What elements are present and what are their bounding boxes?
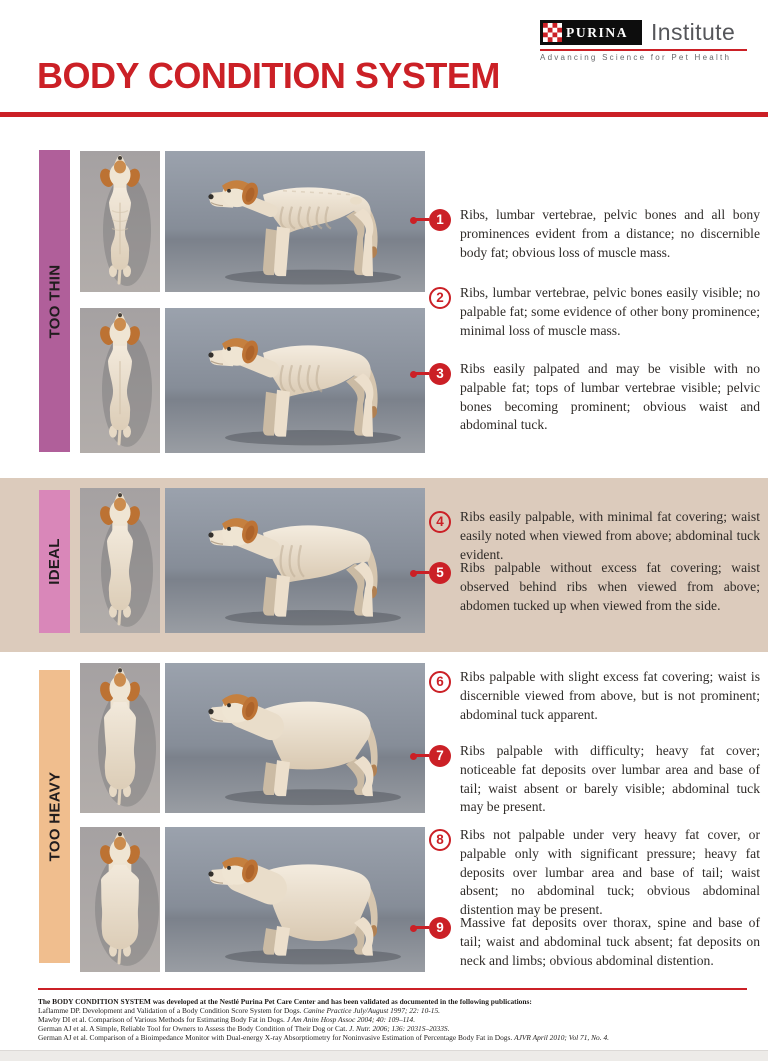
bcs-description-7: Ribs palpable with difficulty; heavy fat cover; noticeable fat deposits over lumbar area and base of tail; waist absent or barely visible; abdominal tuck may be present. bbox=[460, 743, 760, 815]
institute-wordmark: Institute bbox=[651, 19, 736, 45]
bcs-description-4: Ribs easily palpable, with minimal fat covering; waist easily noted when viewed from above; abdominal tuck evident. bbox=[460, 509, 760, 562]
bcs-score-badge-2: 2 bbox=[429, 287, 451, 309]
section-label-ideal bbox=[39, 490, 70, 633]
dog-photo-side-view-heavy bbox=[165, 663, 425, 813]
bcs-description-6: Ribs palpable with slight excess fat covering; waist is discernible viewed from above, but is not prominent; abdominal tuck apparent. bbox=[460, 669, 760, 722]
page-title: BODY CONDITION SYSTEM bbox=[37, 55, 500, 96]
logo-tagline: Advancing Science for Pet Health bbox=[540, 53, 732, 62]
dog-photo-top-view-ideal bbox=[80, 488, 160, 633]
citation-4-text: German AJ et al. Comparison of a Bioimpedance Monitor with Dual-energy X-ray Absorptiometry for Noninvasive Estimation of Percentage Body Fat in Dogs. bbox=[38, 1032, 513, 1042]
bcs-score-badge-4: 4 bbox=[429, 511, 451, 533]
bcs-score-badge-8: 8 bbox=[429, 829, 451, 851]
bcs-item-2 bbox=[429, 284, 760, 340]
bcs-description-9: Massive fat deposits over thorax, spine and base of tail; waist and abdominal tuck absent; fat deposits on neck and limbs; obvious abdominal distention. bbox=[460, 915, 760, 968]
title-rule bbox=[0, 112, 768, 117]
bcs-score-badge-5: 5 bbox=[429, 562, 451, 584]
bcs-score-badge-3: 3 bbox=[429, 363, 451, 385]
too-thin-label: TOO THIN bbox=[46, 264, 64, 338]
bcs-item-7 bbox=[429, 742, 760, 817]
citation-4-source: AJVR April 2010; Vol 71, No. 4. bbox=[514, 1032, 609, 1042]
ideal-label: IDEAL bbox=[46, 538, 63, 585]
bcs-description-5: Ribs palpable without excess fat covering; waist observed behind ribs when viewed from above; abdomen tucked up when viewed from the side. bbox=[460, 560, 760, 613]
purina-wordmark: PURINA bbox=[566, 24, 629, 40]
citation-2-text: Mawby DI et al. Comparison of Various Methods for Estimating Body Fat in Dogs. bbox=[38, 1014, 285, 1024]
too-heavy-label: TOO HEAVY bbox=[46, 771, 64, 862]
dog-photo-top-view-heavy bbox=[80, 663, 160, 813]
citation-3-text: German AJ et al. A Simple, Reliable Tool for Owners to Assess the Body Condition of Their Dog or Cat. bbox=[38, 1023, 348, 1033]
bcs-item-5 bbox=[429, 559, 760, 615]
section-label-too-thin bbox=[39, 150, 70, 452]
footer-intro: The BODY CONDITION SYSTEM was developed at the Nestlé Purina Pet Care Center and has been validated as documented in the following publications: bbox=[38, 997, 532, 1006]
dog-photo-top-view-emaciated bbox=[80, 151, 160, 292]
purina-logo bbox=[540, 20, 642, 45]
dog-photo-side-view-obese bbox=[165, 827, 425, 972]
bcs-description-2: Ribs, lumbar vertebrae, pelvic bones easily visible; no palpable fat; some evidence of other bony prominence; minimal loss of muscle mass. bbox=[460, 285, 760, 338]
bcs-item-1 bbox=[429, 206, 760, 262]
bcs-item-3 bbox=[429, 360, 760, 435]
bcs-score-badge-1: 1 bbox=[429, 209, 451, 231]
dog-photo-side-view-thin bbox=[165, 308, 425, 453]
dog-photo-side-view-ideal bbox=[165, 488, 425, 633]
citation-4 bbox=[38, 1034, 726, 1043]
bcs-description-1: Ribs, lumbar vertebrae, pelvic bones and all bony prominences evident from a distance; no discernible body fat; obvious loss of muscle mass. bbox=[460, 207, 760, 260]
citation-2-source: J Am Anim Hosp Assoc 2004; 40: 109–114. bbox=[286, 1014, 416, 1024]
dog-photo-top-view-thin bbox=[80, 308, 160, 453]
bcs-description-8: Ribs not palpable under very heavy fat cover, or palpable only with significant pressure; heavy fat deposits over lumbar area and base of tail; waist absent; no abdominal tuck; obvious abdominal distention may be present. bbox=[460, 827, 760, 917]
bcs-score-badge-6: 6 bbox=[429, 671, 451, 693]
footer-citations bbox=[38, 998, 726, 1042]
section-label-too-heavy bbox=[39, 670, 70, 963]
dog-photo-top-view-obese bbox=[80, 827, 160, 972]
bcs-item-9 bbox=[429, 914, 760, 970]
page-bottom-edge bbox=[0, 1050, 768, 1061]
citation-3-source: J. Nutr. 2006; 136: 2031S–2033S. bbox=[349, 1023, 450, 1033]
bcs-score-badge-9: 9 bbox=[429, 917, 451, 939]
footer-rule bbox=[38, 988, 747, 990]
purina-checkerboard-icon bbox=[543, 23, 562, 42]
bcs-item-6 bbox=[429, 668, 760, 724]
bcs-item-8 bbox=[429, 826, 760, 920]
logo-rule bbox=[540, 49, 747, 51]
citation-1-text: Laflamme DP. Development and Validation of a Body Condition Score System for Dogs. bbox=[38, 1005, 302, 1015]
bcs-item-4 bbox=[429, 508, 760, 564]
dog-photo-side-view-emaciated bbox=[165, 151, 425, 292]
bcs-description-3: Ribs easily palpated and may be visible with no palpable fat; tops of lumbar vertebrae visible; pelvic bones becoming prominent; obvious waist and abdominal tuck. bbox=[460, 361, 760, 433]
bcs-score-badge-7: 7 bbox=[429, 745, 451, 767]
citation-1-source: Canine Practice July/August 1997; 22: 10-15. bbox=[303, 1005, 440, 1015]
